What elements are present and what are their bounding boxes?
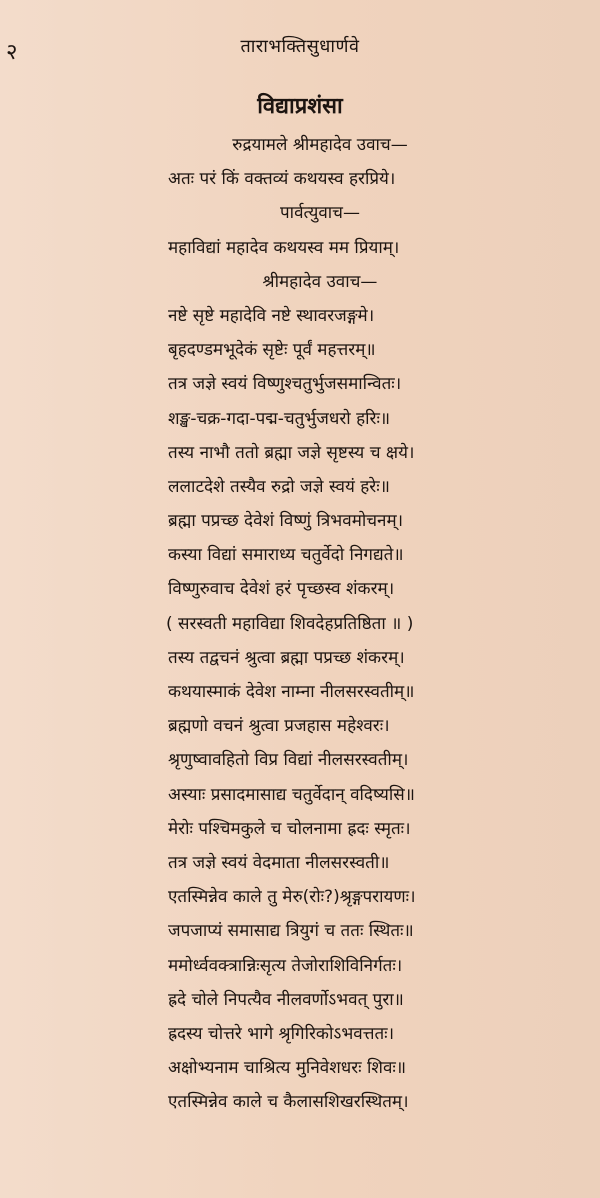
verse-line: अक्षोभ्यनाम चाश्रित्य मुनिवेशधरः शिवः॥ <box>168 1058 407 1079</box>
verse-line: ह्रदे चोले निपत्यैव नीलवर्णोऽभवत् पुरा॥ <box>168 989 404 1010</box>
verse-line: कथयास्माकं देवेश नाम्ना नीलसरस्वतीम्॥ <box>168 682 415 702</box>
verse-line: तत्र जज्ञे स्वयं वेदमाता नीलसरस्वती॥ <box>168 852 390 873</box>
verse-line: मेरोः पश्चिमकुले च चोलनामा ह्रदः स्मृतः। <box>168 818 411 839</box>
verse-line: एतस्मिन्नेव काले तु मेरु(रोः?)श्रृङ्गपरायणः। <box>168 887 416 908</box>
verse-line: ललाटदेशे तस्यैव रुद्रो जज्ञे स्वयं हरेः॥ <box>168 476 390 497</box>
speaker-heading: रुद्रयामले श्रीमहादेव उवाच— <box>232 135 408 155</box>
verse-line: एतस्मिन्नेव काले च कैलासशिखरस्थितम्। <box>168 1092 409 1113</box>
bracketed-line: ( सरस्वती महाविद्या शिवदेहप्रतिष्ठिता ॥ ) <box>166 613 414 634</box>
verse-line: कस्या विद्यां समाराध्य चतुर्वेदो निगद्यते॥ <box>168 545 404 566</box>
verse-line: बृहदण्डमभूदेकं सृष्टेः पूर्वं महत्तरम्॥ <box>168 340 376 361</box>
verse-line: महाविद्यां महादेव कथयस्व मम प्रियाम्। <box>168 237 400 258</box>
verse-line: विष्णुरुवाच देवेशं हरं पृच्छस्व शंकरम्। <box>168 579 395 600</box>
verse-line: ममोर्ध्ववक्त्रान्निःसृत्य तेजोराशिविनिर्गतः। <box>168 955 403 976</box>
page-number: २ <box>6 40 18 65</box>
running-head: ताराभक्तिसुधार्णवे <box>240 36 360 57</box>
verse-line: नष्टे सृष्टे महादेवि नष्टे स्थावरजङ्गमे। <box>168 305 375 326</box>
verse-line: अतः परं किं वक्तव्यं कथयस्व हरप्रिये। <box>168 169 396 190</box>
verse-line: ह्रदस्य चोत्तरे भागे श्रृगिरिकोऽभवत्ततः। <box>168 1023 395 1044</box>
speaker-heading: पार्वत्युवाच— <box>280 203 360 224</box>
section-title: विद्याप्रशंसा <box>257 94 343 119</box>
verse-line: अस्याः प्रसादमासाद्य चतुर्वेदान् वदिष्यसि॥ <box>168 784 415 805</box>
verse-line: तस्य तद्वचनं श्रुत्वा ब्रह्मा पप्रच्छ शंकरम्। <box>168 647 405 668</box>
verse-line: श्रृणुष्वावहितो विप्र विद्यां नीलसरस्वतीम्। <box>168 750 409 771</box>
verse-line: ब्रह्मणो वचनं श्रुत्वा प्रजहास महेश्वरः। <box>168 716 390 737</box>
verse-lines <box>0 128 600 1119</box>
verse-line: शङ्ख-चक्र-गदा-पद्म-चतुर्भुजधरो हरिः॥ <box>168 408 391 429</box>
verse-line: तस्य नाभौ ततो ब्रह्मा जज्ञे सृष्टस्य च क्षये। <box>168 442 415 463</box>
speaker-heading: श्रीमहादेव उवाच— <box>262 271 378 292</box>
verse-line: ब्रह्मा पप्रच्छ देवेशं विष्णुं त्रिभवमोचनम्। <box>168 511 404 532</box>
verse-line: जपजाप्यं समासाद्य त्रियुगं च ततः स्थितः॥ <box>168 921 414 942</box>
verse-line: तत्र जज्ञे स्वयं विष्णुश्चतुर्भुजसमान्वितः। <box>168 374 402 395</box>
